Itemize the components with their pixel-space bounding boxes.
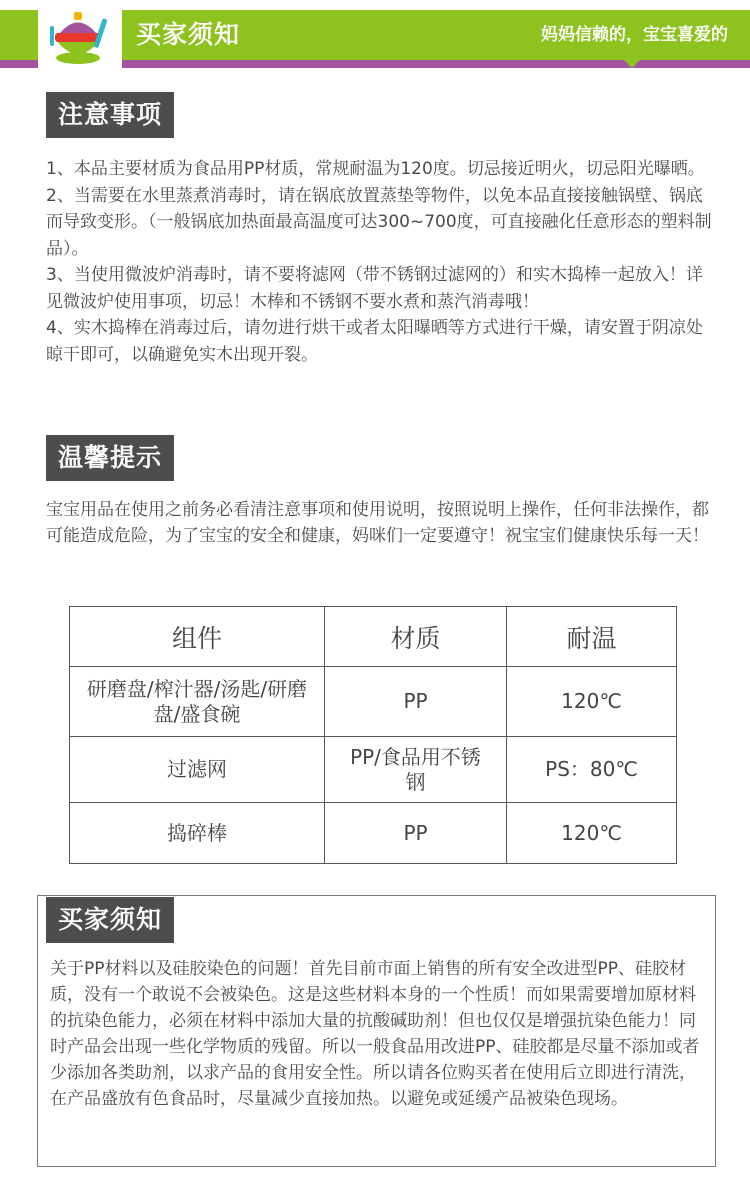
precautions-heading: 注意事项: [46, 92, 174, 138]
table-row: [70, 737, 677, 803]
table-row: [70, 803, 677, 864]
precaution-item: 2、当需要在水里蒸煮消毒时，请在锅底放置蒸垫等物件，以免本品直接接触锅壁、锅底而导致变形。（一般锅底加热面最高温度可达300~700度，可直接融化任意形态的塑料制品）。: [46, 185, 712, 259]
precaution-item: 1、本品主要材质为食品用PP材质，常规耐温为120度。切忌接近明火，切忌阳光曝晒。: [46, 159, 705, 179]
banner-title: 买家须知: [136, 20, 241, 49]
cell-heat-resistance: PS：80℃: [507, 737, 677, 803]
logo: [38, 6, 118, 68]
precaution-item: 4、实木捣棒在消毒过后，请勿进行烘干或者太阳曝晒等方式进行干燥，请安置于阴凉处晾干即可，以确避免实木出现开裂。: [46, 318, 703, 365]
banner-divider: [118, 10, 122, 68]
cell-component: 过滤网: [70, 737, 325, 803]
tips-paragraph: 宝宝用品在使用之前务必看清注意事项和使用说明，按照说明上操作，任何非法操作，都可能造成危险，为了宝宝的安全和健康，妈咪们一定要遵守！祝宝宝们健康快乐每一天！: [46, 500, 709, 546]
buyer-notice-paragraph: 关于PP材料以及硅胶染色的问题！首先目前市面上销售的所有安全改进型PP、硅胶材质，没有一个敢说不会被染色。这是这些材料本身的一个性质！而如果需要增加原材料的抗染色能力，必须在材料中添加大量的抗酸碱助剂！但也仅仅是增强抗染色能力！同时产品会出现一些化学物质的残留。所以一般食品用改进PP、硅胶都是尽量不添加或者少添加各类助剂，以求产品的食用安全性。所以请各位购买者在使用后立即进行清洗，在产品盛放有色食品时，尽量减少直接加热。以避免或延缓产品被染色现场。: [50, 959, 700, 1109]
banner-slogan: 妈妈信赖的，宝宝喜爱的: [541, 25, 728, 45]
cell-component: 研磨盘/榨汁器/汤匙/研磨盘/盛食碗: [70, 667, 325, 737]
spec-table: [69, 606, 677, 864]
buyer-notice-text: [50, 956, 710, 1112]
header-material: 材质: [325, 607, 507, 667]
table-header-row: [70, 607, 677, 667]
header-banner: [0, 0, 750, 70]
tips-text: [46, 497, 716, 549]
tips-heading: 温馨提示: [46, 435, 174, 481]
header-component: 组件: [70, 607, 325, 667]
precautions-list: [46, 156, 716, 368]
cell-heat-resistance: 120℃: [507, 667, 677, 737]
cell-material: PP/食品用不锈钢: [325, 737, 507, 803]
table-row: [70, 667, 677, 737]
header-heat-resistance: 耐温: [507, 607, 677, 667]
cell-material: PP: [325, 667, 507, 737]
banner-notch: [624, 60, 640, 68]
cell-heat-resistance: 120℃: [507, 803, 677, 864]
cell-material: PP: [325, 803, 507, 864]
precaution-item: 3、当使用微波炉消毒时，请不要将滤网（带不锈钢过滤网的）和实木捣棒一起放入！详见微波炉使用事项，切忌！木棒和不锈钢不要水煮和蒸汽消毒哦！: [46, 265, 703, 312]
buyer-notice-heading: 买家须知: [46, 897, 174, 943]
cell-component: 捣碎棒: [70, 803, 325, 864]
baby-food-grinder-icon: [38, 6, 118, 68]
